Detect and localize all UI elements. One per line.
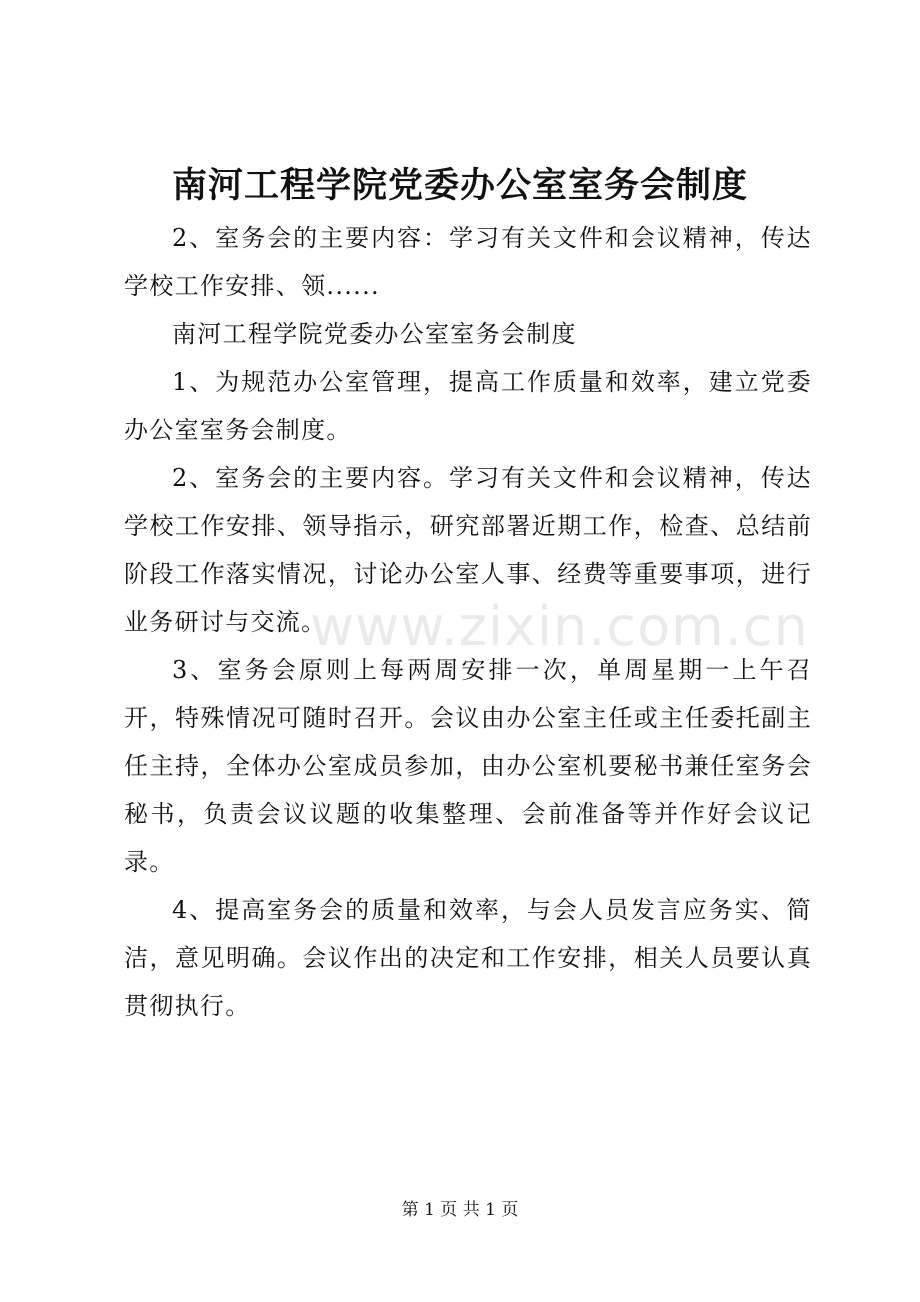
paragraph-4: 4、提高室务会的质量和效率，与会人员发言应务实、简洁，意见明确。会议作出的决定和工作安排，相关人员要认真贯彻执行。 — [124, 896, 812, 1020]
page-footer: 第 1 页 共 1 页 — [401, 1200, 519, 1220]
paragraph-excerpt: 2、室务会的主要内容：学习有关文件和会议精神，传达学校工作安排、领...... — [124, 224, 812, 300]
paragraph-2: 2、室务会的主要内容。学习有关文件和会议精神，传达学校工作安排、领导指示，研究部署近期工作，检查、总结前阶段工作落实情况，讨论办公室人事、经费等重要事项，进行业务研讨与交流。 — [124, 464, 812, 636]
paragraph-1: 1、为规范办公室管理，提高工作质量和效率，建立党委办公室室务会制度。 — [124, 368, 812, 444]
watermark: www.zixin.com.cn — [310, 595, 809, 658]
document-title: 南河工程学院党委办公室室务会制度 — [171, 165, 748, 206]
paragraph-subtitle: 南河工程学院党委办公室室务会制度 — [172, 320, 577, 348]
paragraph-3: 3、室务会原则上每两周安排一次，单周星期一上午召开，特殊情况可随时召开。会议由办公室主任或主任委托副主任主持，全体办公室成员参加，由办公室机要秘书兼任室务会秘书，负责会议议题的收集整理、会前准备等并作好会议记录。 — [124, 656, 812, 876]
